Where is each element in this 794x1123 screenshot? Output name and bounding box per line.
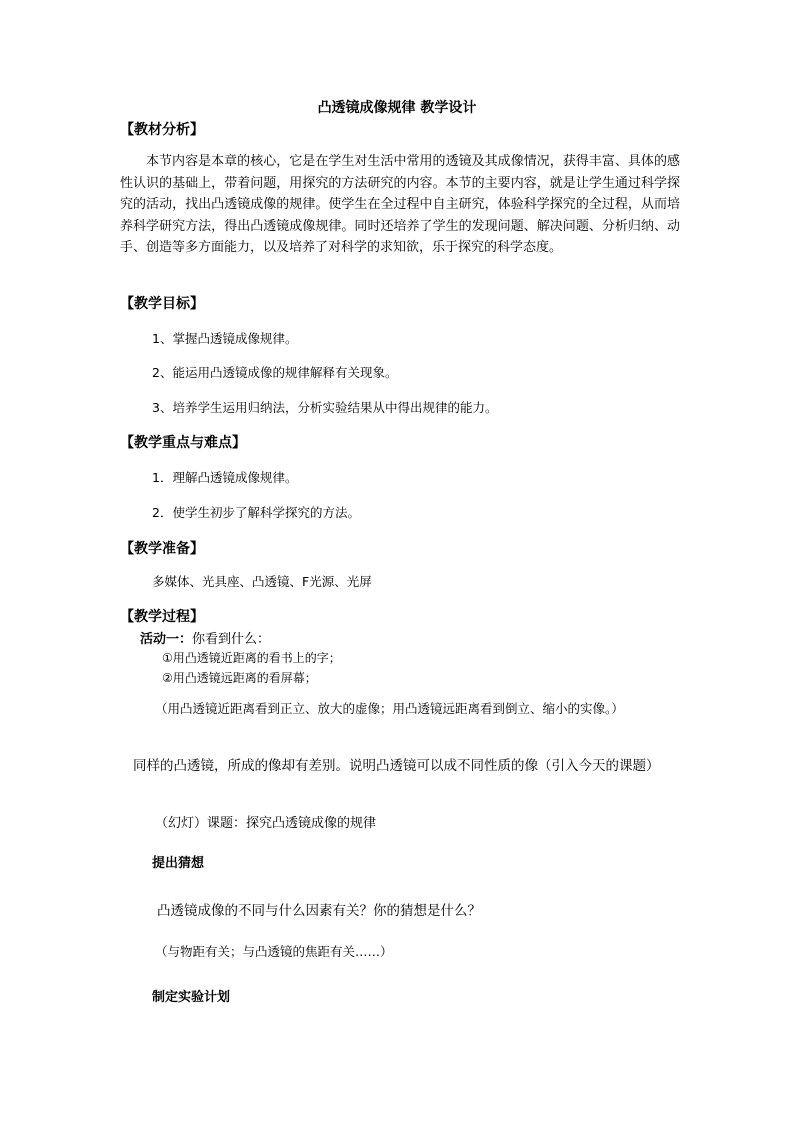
slide-topic: （幻灯）课题：探究凸透镜成像的规律: [155, 816, 377, 831]
goal-item-3: 3、培养学生运用归纳法，分析实验结果从中得出规律的能力。: [152, 400, 498, 415]
activity-text: 你看到什么：: [192, 632, 271, 647]
goal-item-1: 1、掌握凸透镜成像规律。: [152, 331, 298, 346]
hypothesis-question: 凸透镜成像的不同与什么因素有关？你的猜想是什么？: [157, 903, 481, 919]
activity-line: [140, 628, 270, 647]
analysis-paragraph: 本节内容是本章的核心，它是在学生对生活中常用的透镜及其成像情况，获得丰富、具体的感性认识的基础上，带着问题，用探究的方法研究的内容。本节的主要内容，就是让学生通过科学探究的活动，找出凸透镜成像的规律。使学生在全过程中自主研究，体验科学探究的全过程，从而培养科学研究方法，得出凸透镜成像规律。同时还培养了学生的发现问题、解决问题、分析归纳、动手、创造等多方面能力，以及培养了对科学的求知欲，乐于探究的科学态度。: [120, 154, 680, 256]
section-heading-process: 【教学过程】: [120, 609, 204, 625]
activity-sub-item-1: ①用凸透镜近距离的看书上的字；: [162, 651, 341, 665]
lesson-statement: 同样的凸透镜，所成的像却有差别。说明凸透镜可以成不同性质的像（引入今天的课题）: [133, 758, 660, 774]
section-heading-goals: 【教学目标】: [120, 296, 204, 312]
key-point-item-1: 1．理解凸透镜成像规律。: [152, 470, 298, 485]
hypothesis-answer: （与物距有关；与凸透镜的焦距有关……）: [155, 944, 393, 959]
activity-answer: （用凸透镜近距离看到正立、放大的虚像；用凸透镜远距离看到倒立、缩小的实像。）: [155, 701, 624, 716]
section-heading-key-points: 【教学重点与难点】: [120, 435, 246, 451]
document-title: 凸透镜成像规律 教学设计: [317, 100, 477, 116]
activity-sub-item-2: ②用凸透镜远距离的看屏幕；: [162, 671, 317, 685]
section-heading-preparation: 【教学准备】: [120, 541, 204, 557]
section-heading-analysis: 【教材分析】: [120, 122, 204, 138]
preparation-text: 多媒体、光具座、凸透镜、F光源、光屏: [152, 574, 372, 589]
hypothesis-heading: 提出猜想: [152, 856, 205, 871]
goal-item-2: 2、能运用凸透镜成像的规律解释有关现象。: [152, 365, 398, 380]
plan-heading: 制定实验计划: [152, 990, 231, 1005]
key-point-item-2: 2．使学生初步了解科学探究的方法。: [152, 505, 360, 520]
activity-label: 活动一：: [140, 632, 193, 647]
